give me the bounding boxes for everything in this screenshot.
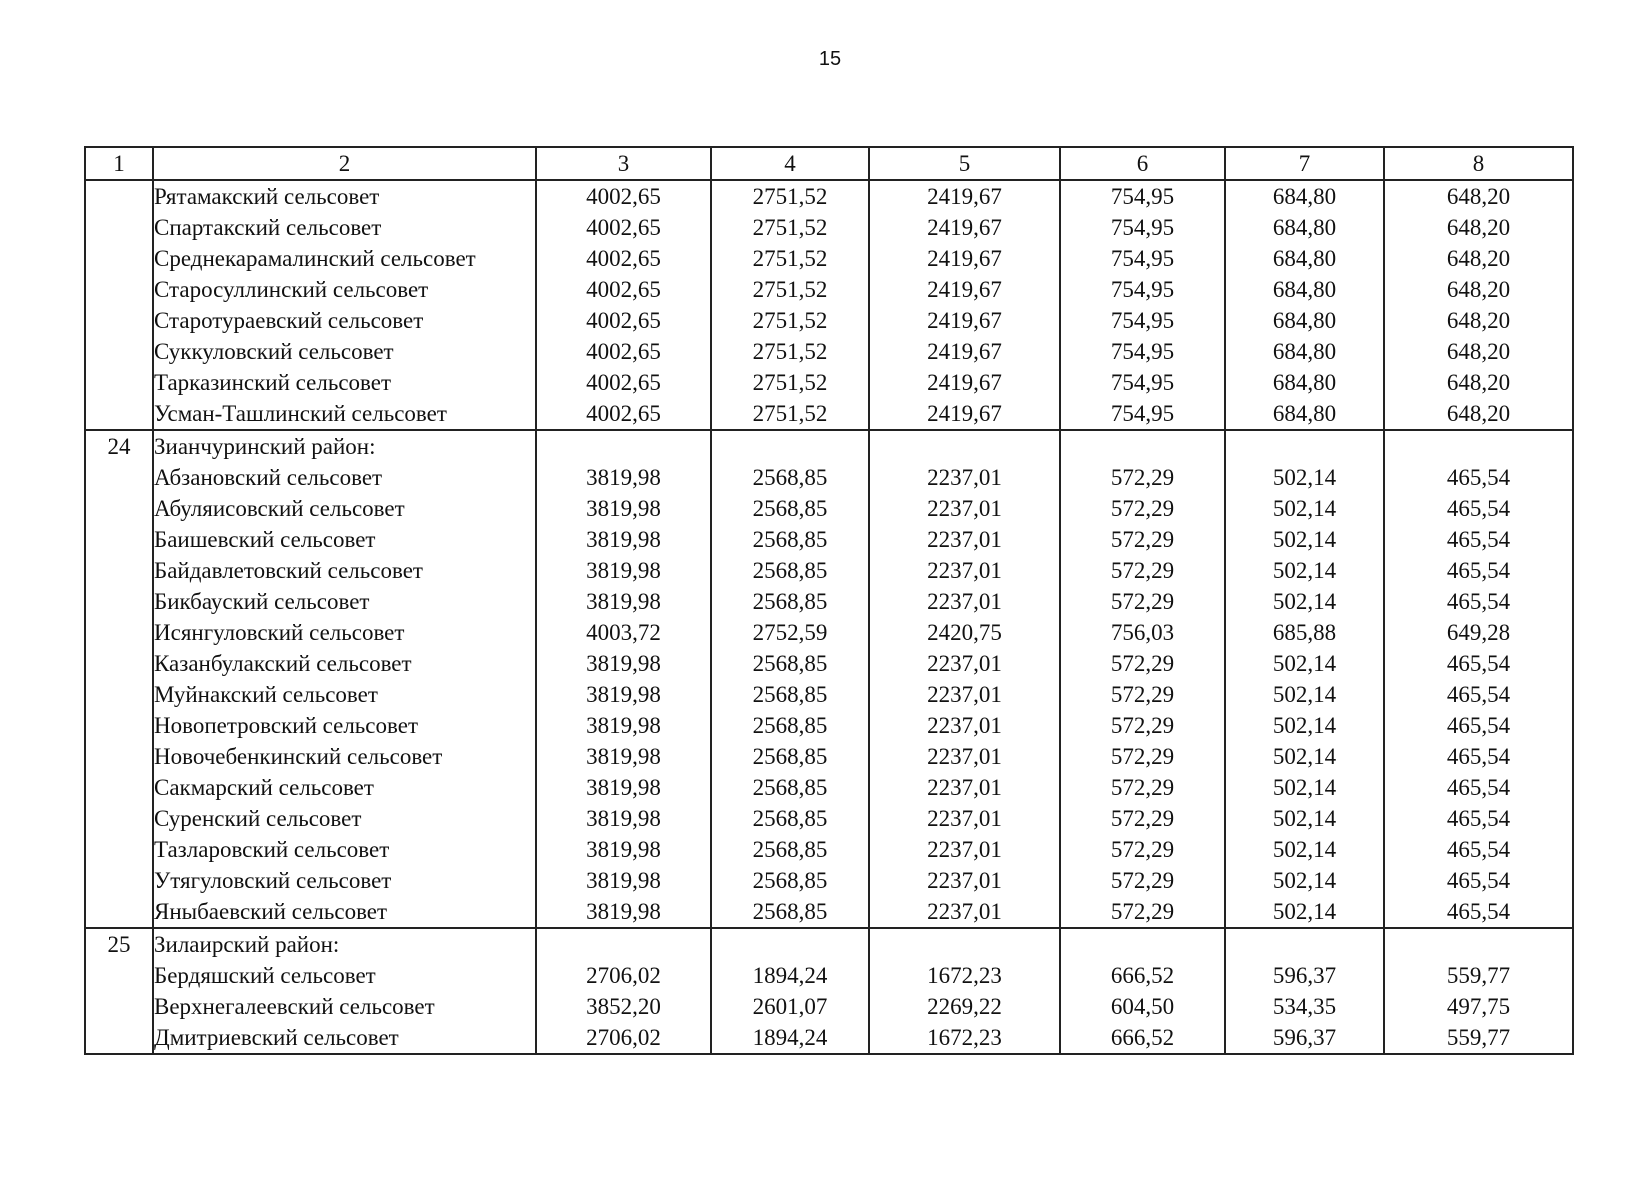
table-cell-value: 3819,98	[586, 465, 661, 490]
table-cell-value: 2568,85	[752, 651, 828, 676]
tariff-table	[84, 146, 1574, 1055]
value-column-6	[1060, 180, 1225, 430]
table-cell-value: 2751,52	[752, 215, 828, 240]
settlement-name: Суренский сельсовет	[154, 806, 362, 831]
settlement-name: Тарказинский сельсовет	[154, 370, 392, 395]
value-column-8	[1384, 430, 1573, 928]
table-cell-value: 572,29	[1110, 775, 1175, 800]
table-cell-value: 2237,01	[927, 837, 1002, 862]
table-cell-value: 754,95	[1110, 401, 1175, 426]
table-cell-value: 3819,98	[586, 713, 661, 738]
blank-line	[537, 929, 710, 960]
table-cell-value: 502,14	[1272, 806, 1337, 831]
district-number-text: 24	[107, 434, 131, 459]
table-cell-value: 4002,65	[586, 401, 661, 426]
table-cell-value: 754,95	[1110, 370, 1175, 395]
settlement-name: Тазларовский сельсовет	[154, 837, 390, 862]
column-header: 8	[1384, 147, 1573, 180]
settlement-name: Среднекарамалинский сельсовет	[154, 246, 476, 271]
value-column-7	[1225, 180, 1384, 430]
value-column-4	[711, 430, 869, 928]
table-cell-value: 497,75	[1446, 994, 1511, 1019]
value-column-5	[869, 180, 1060, 430]
table-cell-value: 2237,01	[927, 496, 1002, 521]
table-cell-value: 666,52	[1110, 1025, 1175, 1050]
value-column-4	[711, 928, 869, 1054]
table-cell-value: 2568,85	[752, 899, 828, 924]
table-cell-value: 1672,23	[927, 963, 1002, 988]
value-column-5	[869, 928, 1060, 1054]
table-cell-value: 2237,01	[927, 589, 1002, 614]
blank-line	[1226, 929, 1383, 960]
settlement-name: Баишевский сельсовет	[154, 527, 376, 552]
table-cell-value: 465,54	[1446, 496, 1511, 521]
district-group	[85, 430, 1573, 928]
table-cell-value: 684,80	[1272, 277, 1337, 302]
table-cell-value: 1672,23	[927, 1025, 1002, 1050]
blank-line	[1385, 929, 1572, 960]
table-cell-value: 754,95	[1110, 308, 1175, 333]
settlement-name: Рятамакский сельсовет	[154, 184, 380, 209]
table-cell-value: 4002,65	[586, 308, 661, 333]
table-cell-value: 502,14	[1272, 465, 1337, 490]
table-cell-value: 502,14	[1272, 899, 1337, 924]
settlement-name: Казанбулакский сельсовет	[154, 651, 412, 676]
value-column-8	[1384, 180, 1573, 430]
table-cell-value: 2237,01	[927, 527, 1002, 552]
table-cell-value: 502,14	[1272, 868, 1337, 893]
district-group	[85, 180, 1573, 430]
table-cell-value: 3819,98	[586, 899, 661, 924]
column-header: 7	[1225, 147, 1384, 180]
table-cell-value: 2420,75	[927, 620, 1002, 645]
table-cell-value: 2237,01	[927, 465, 1002, 490]
settlement-name: Яныбаевский сельсовет	[154, 899, 388, 924]
value-column-7	[1225, 928, 1384, 1054]
table-cell-value: 754,95	[1110, 339, 1175, 364]
table-cell-value: 2751,52	[752, 339, 828, 364]
table-cell-value: 572,29	[1110, 527, 1175, 552]
table-cell-value: 465,54	[1446, 837, 1511, 862]
settlement-name: Бикбауский сельсовет	[154, 589, 370, 614]
table-cell-value: 3819,98	[586, 868, 661, 893]
blank-line	[537, 431, 710, 462]
table-cell-value: 465,54	[1446, 558, 1511, 583]
value-column-8	[1384, 928, 1573, 1054]
table-cell-value: 2419,67	[927, 401, 1002, 426]
blank-line	[870, 929, 1059, 960]
table-cell-value: 3819,98	[586, 496, 661, 521]
table-cell-value: 1894,24	[752, 1025, 828, 1050]
settlement-name: Спартакский сельсовет	[154, 215, 382, 240]
column-header: 4	[711, 147, 869, 180]
table-cell-value: 2568,85	[752, 682, 828, 707]
settlement-name: Старотураевский сельсовет	[154, 308, 424, 333]
table-cell-value: 465,54	[1446, 682, 1511, 707]
table-cell-value: 3819,98	[586, 775, 661, 800]
table-cell-value: 2568,85	[752, 558, 828, 583]
table-cell-value: 2237,01	[927, 651, 1002, 676]
table-cell-value: 754,95	[1110, 184, 1175, 209]
table-cell-value: 2601,07	[752, 994, 828, 1019]
value-column-3	[536, 430, 711, 928]
table-cell-value: 465,54	[1446, 713, 1511, 738]
column-header: 1	[85, 147, 153, 180]
settlement-name: Абуляисовский сельсовет	[154, 496, 405, 521]
value-column-6	[1060, 430, 1225, 928]
table-cell-value: 648,20	[1446, 370, 1511, 395]
table-cell-value: 572,29	[1110, 899, 1175, 924]
table-cell-value: 2237,01	[927, 713, 1002, 738]
table-cell-value: 502,14	[1272, 589, 1337, 614]
column-header: 6	[1060, 147, 1225, 180]
table-cell-value: 2419,67	[927, 339, 1002, 364]
table-cell-value: 756,03	[1110, 620, 1175, 645]
district-number	[85, 928, 153, 1054]
settlement-name: Усман-Ташлинский сельсовет	[154, 401, 447, 426]
district-number-text: 25	[107, 932, 131, 957]
table-cell-value: 2751,52	[752, 246, 828, 271]
table-cell-value: 648,20	[1446, 246, 1511, 271]
table-cell-value: 3819,98	[586, 682, 661, 707]
table-cell-value: 648,20	[1446, 339, 1511, 364]
settlement-name: Байдавлетовский сельсовет	[154, 558, 423, 583]
table-cell-value: 572,29	[1110, 558, 1175, 583]
blank-line	[1385, 431, 1572, 462]
column-header: 3	[536, 147, 711, 180]
table-cell-value: 465,54	[1446, 744, 1511, 769]
table-cell-value: 4002,65	[586, 370, 661, 395]
settlement-name: Сакмарский сельсовет	[154, 775, 374, 800]
table-cell-value: 3819,98	[586, 589, 661, 614]
table-cell-value: 502,14	[1272, 651, 1337, 676]
table-cell-value: 572,29	[1110, 713, 1175, 738]
page-number: 15	[818, 48, 842, 70]
table-cell-value: 754,95	[1110, 246, 1175, 271]
table-cell-value: 2568,85	[752, 868, 828, 893]
table-cell-value: 465,54	[1446, 775, 1511, 800]
table-cell-value: 2751,52	[752, 401, 828, 426]
table-cell-value: 2269,22	[927, 994, 1002, 1019]
table-cell-value: 684,80	[1272, 370, 1337, 395]
value-column-3	[536, 180, 711, 430]
table-cell-value: 465,54	[1446, 806, 1511, 831]
table-body	[85, 180, 1573, 1054]
table-cell-value: 2237,01	[927, 868, 1002, 893]
table-cell-value: 2751,52	[752, 277, 828, 302]
table-cell-value: 502,14	[1272, 682, 1337, 707]
settlement-name: Абзановский сельсовет	[154, 465, 383, 490]
table-cell-value: 3819,98	[586, 744, 661, 769]
table-cell-value: 572,29	[1110, 806, 1175, 831]
table-cell-value: 2419,67	[927, 308, 1002, 333]
column-number-row	[85, 147, 1573, 180]
table-cell-value: 502,14	[1272, 527, 1337, 552]
table-cell-value: 3819,98	[586, 527, 661, 552]
table-cell-value: 648,20	[1446, 308, 1511, 333]
table-cell-value: 2751,52	[752, 184, 828, 209]
table-cell-value: 2419,67	[927, 370, 1002, 395]
table-cell-value: 648,20	[1446, 401, 1511, 426]
table-cell-value: 559,77	[1446, 1025, 1511, 1050]
table-cell-value: 2706,02	[586, 963, 661, 988]
table-cell-value: 4003,72	[586, 620, 661, 645]
table-cell-value: 596,37	[1272, 963, 1337, 988]
table-cell-value: 2568,85	[752, 806, 828, 831]
table-cell-value: 4002,65	[586, 246, 661, 271]
table-cell-value: 2751,52	[752, 308, 828, 333]
settlement-name: Старосуллинский сельсовет	[154, 277, 429, 302]
settlement-name: Бердяшский сельсовет	[154, 963, 376, 988]
table-cell-value: 3819,98	[586, 651, 661, 676]
table-cell-value: 4002,65	[586, 215, 661, 240]
table-cell-value: 684,80	[1272, 215, 1337, 240]
table-cell-value: 502,14	[1272, 558, 1337, 583]
table-cell-value: 2237,01	[927, 899, 1002, 924]
table-cell-value: 1894,24	[752, 963, 828, 988]
table-cell-value: 649,28	[1446, 620, 1511, 645]
settlement-name: Муйнакский сельсовет	[154, 682, 378, 707]
table-cell-value: 572,29	[1110, 465, 1175, 490]
district-group	[85, 928, 1573, 1054]
settlement-name: Исянгуловский сельсовет	[154, 620, 405, 645]
table-cell-value: 559,77	[1446, 963, 1511, 988]
table-cell-value: 648,20	[1446, 215, 1511, 240]
district-number	[85, 180, 153, 430]
table-cell-value: 684,80	[1272, 246, 1337, 271]
settlement-name: Суккуловский сельсовет	[154, 339, 394, 364]
table-cell-value: 2568,85	[752, 496, 828, 521]
value-column-7	[1225, 430, 1384, 928]
table-cell-value: 684,80	[1272, 339, 1337, 364]
blank-line	[712, 431, 868, 462]
table-cell-value: 2419,67	[927, 215, 1002, 240]
table-cell-value: 465,54	[1446, 465, 1511, 490]
table-cell-value: 2237,01	[927, 558, 1002, 583]
table-cell-value: 572,29	[1110, 837, 1175, 862]
district-number	[85, 430, 153, 928]
blank-line	[1061, 431, 1224, 462]
table-cell-value: 596,37	[1272, 1025, 1337, 1050]
table-cell-value: 572,29	[1110, 868, 1175, 893]
table-cell-value: 2751,52	[752, 370, 828, 395]
table-cell-value: 465,54	[1446, 651, 1511, 676]
blank-line	[1061, 929, 1224, 960]
table-cell-value: 684,80	[1272, 184, 1337, 209]
table-cell-value: 2568,85	[752, 527, 828, 552]
table-cell-value: 3852,20	[586, 994, 661, 1019]
value-column-3	[536, 928, 711, 1054]
table-cell-value: 3819,98	[586, 806, 661, 831]
table-cell-value: 2568,85	[752, 589, 828, 614]
table-cell-value: 4002,65	[586, 184, 661, 209]
table-cell-value: 2419,67	[927, 184, 1002, 209]
settlement-names	[153, 180, 536, 430]
table-cell-value: 2568,85	[752, 744, 828, 769]
table-cell-value: 572,29	[1110, 496, 1175, 521]
value-column-5	[869, 430, 1060, 928]
table-cell-value: 666,52	[1110, 963, 1175, 988]
table-cell-value: 465,54	[1446, 868, 1511, 893]
blank-line	[870, 431, 1059, 462]
blank-line	[712, 929, 868, 960]
table-cell-value: 754,95	[1110, 277, 1175, 302]
table-cell-value: 2568,85	[752, 837, 828, 862]
table-cell-value: 684,80	[1272, 401, 1337, 426]
table-cell-value: 2419,67	[927, 277, 1002, 302]
table-cell-value: 572,29	[1110, 589, 1175, 614]
column-header: 5	[869, 147, 1060, 180]
table-cell-value: 684,80	[1272, 308, 1337, 333]
table-cell-value: 2237,01	[927, 744, 1002, 769]
table-cell-value: 502,14	[1272, 837, 1337, 862]
table-cell-value: 3819,98	[586, 558, 661, 583]
table-cell-value: 502,14	[1272, 744, 1337, 769]
settlement-name: Утягуловский сельсовет	[154, 868, 392, 893]
table-cell-value: 572,29	[1110, 744, 1175, 769]
table-cell-value: 2568,85	[752, 713, 828, 738]
settlement-name: Новочебенкинский сельсовет	[154, 744, 443, 769]
table-cell-value: 2237,01	[927, 806, 1002, 831]
settlement-names	[153, 928, 536, 1054]
table-cell-value: 2706,02	[586, 1025, 661, 1050]
table-cell-value: 754,95	[1110, 215, 1175, 240]
column-header: 2	[153, 147, 536, 180]
settlement-names	[153, 430, 536, 928]
table-cell-value: 685,88	[1272, 620, 1337, 645]
table-cell-value: 572,29	[1110, 651, 1175, 676]
table-cell-value: 502,14	[1272, 713, 1337, 738]
table-cell-value: 3819,98	[586, 837, 661, 862]
table-cell-value: 465,54	[1446, 899, 1511, 924]
table-cell-value: 465,54	[1446, 589, 1511, 614]
district-title: Зилаирский район:	[154, 932, 340, 957]
value-column-4	[711, 180, 869, 430]
table-cell-value: 604,50	[1110, 994, 1175, 1019]
table-cell-value: 465,54	[1446, 527, 1511, 552]
table-cell-value: 2568,85	[752, 465, 828, 490]
table-cell-value: 648,20	[1446, 277, 1511, 302]
table-cell-value: 2752,59	[752, 620, 828, 645]
table-cell-value: 2419,67	[927, 246, 1002, 271]
settlement-name: Дмитриевский сельсовет	[154, 1025, 399, 1050]
table-cell-value: 534,35	[1272, 994, 1337, 1019]
table-cell-value: 648,20	[1446, 184, 1511, 209]
district-number-text	[86, 181, 152, 212]
table-cell-value: 4002,65	[586, 339, 661, 364]
settlement-name: Верхнегалеевский сельсовет	[154, 994, 435, 1019]
table-cell-value: 572,29	[1110, 682, 1175, 707]
value-column-6	[1060, 928, 1225, 1054]
district-title: Зианчуринский район:	[154, 434, 376, 459]
table-cell-value: 2237,01	[927, 682, 1002, 707]
table-cell-value: 2568,85	[752, 775, 828, 800]
table-cell-value: 502,14	[1272, 496, 1337, 521]
table-cell-value: 2237,01	[927, 775, 1002, 800]
table-cell-value: 4002,65	[586, 277, 661, 302]
blank-line	[1226, 431, 1383, 462]
table-cell-value: 502,14	[1272, 775, 1337, 800]
settlement-name: Новопетровский сельсовет	[154, 713, 418, 738]
